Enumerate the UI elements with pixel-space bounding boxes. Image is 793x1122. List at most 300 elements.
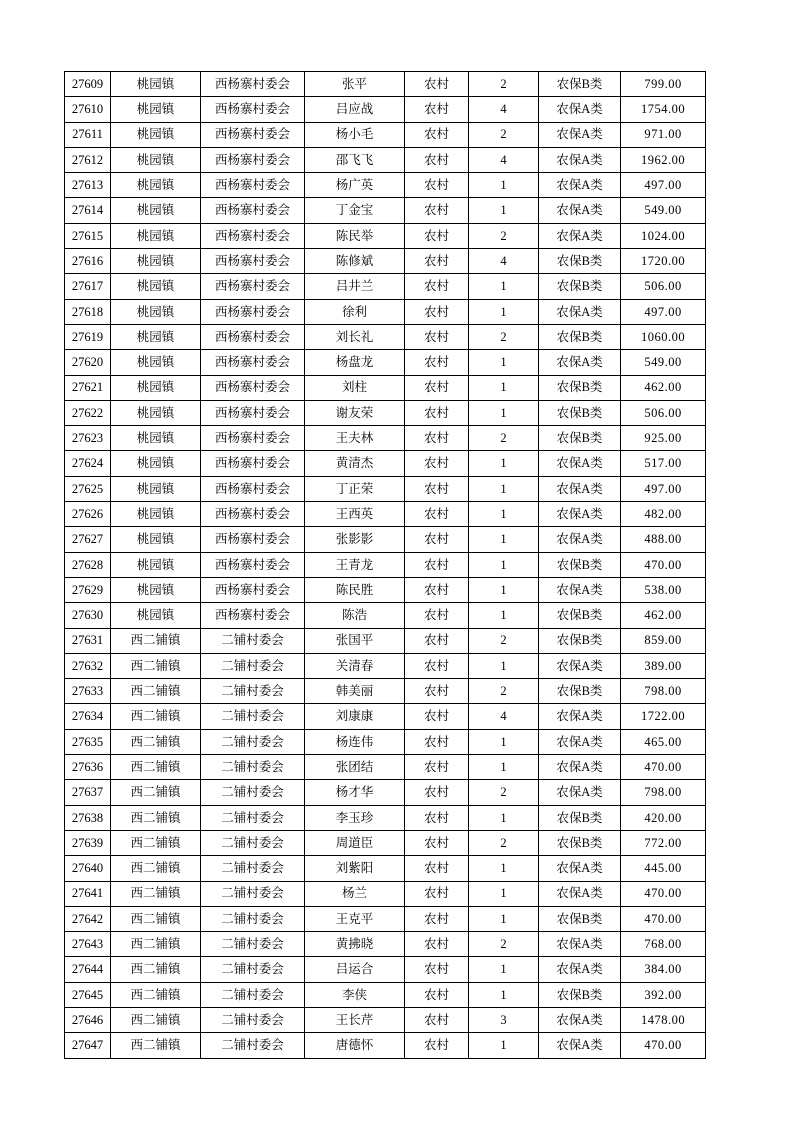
table-row <box>65 932 706 957</box>
cell-count: 1 <box>469 400 539 425</box>
cell-id: 27636 <box>65 755 111 780</box>
cell-amount: 470.00 <box>621 881 706 906</box>
table-row <box>65 704 706 729</box>
cell-id: 27634 <box>65 704 111 729</box>
cell-amount: 497.00 <box>621 299 706 324</box>
table-row <box>65 198 706 223</box>
cell-name: 吕应战 <box>305 97 405 122</box>
cell-count: 1 <box>469 729 539 754</box>
cell-name: 陈修斌 <box>305 249 405 274</box>
cell-village: 西杨寨村委会 <box>201 426 305 451</box>
cell-name: 王夫林 <box>305 426 405 451</box>
cell-name: 杨盘龙 <box>305 350 405 375</box>
cell-amount: 506.00 <box>621 400 706 425</box>
cell-village: 二铺村委会 <box>201 679 305 704</box>
cell-category: 农保A类 <box>539 1007 621 1032</box>
cell-id: 27638 <box>65 805 111 830</box>
cell-town: 桃园镇 <box>111 375 201 400</box>
cell-village: 西杨寨村委会 <box>201 527 305 552</box>
cell-category: 农保A类 <box>539 881 621 906</box>
cell-category: 农保A类 <box>539 198 621 223</box>
table-row <box>65 502 706 527</box>
cell-town: 桃园镇 <box>111 603 201 628</box>
cell-id: 27621 <box>65 375 111 400</box>
cell-id: 27631 <box>65 628 111 653</box>
table-row <box>65 653 706 678</box>
cell-name: 张影影 <box>305 527 405 552</box>
table-row <box>65 603 706 628</box>
cell-town: 桃园镇 <box>111 476 201 501</box>
cell-type: 农村 <box>405 932 469 957</box>
cell-name: 李玉珍 <box>305 805 405 830</box>
cell-name: 关清春 <box>305 653 405 678</box>
table-row <box>65 350 706 375</box>
cell-id: 27617 <box>65 274 111 299</box>
cell-name: 杨才华 <box>305 780 405 805</box>
cell-type: 农村 <box>405 274 469 299</box>
cell-category: 农保B类 <box>539 249 621 274</box>
cell-category: 农保B类 <box>539 324 621 349</box>
table-row <box>65 856 706 881</box>
cell-amount: 549.00 <box>621 350 706 375</box>
cell-count: 1 <box>469 577 539 602</box>
cell-category: 农保B类 <box>539 400 621 425</box>
cell-town: 桃园镇 <box>111 223 201 248</box>
cell-count: 2 <box>469 679 539 704</box>
cell-town: 桃园镇 <box>111 122 201 147</box>
cell-category: 农保A类 <box>539 122 621 147</box>
cell-type: 农村 <box>405 198 469 223</box>
cell-village: 西杨寨村委会 <box>201 375 305 400</box>
cell-name: 张平 <box>305 72 405 97</box>
cell-category: 农保B类 <box>539 830 621 855</box>
table-row <box>65 426 706 451</box>
cell-amount: 482.00 <box>621 502 706 527</box>
cell-amount: 1722.00 <box>621 704 706 729</box>
table-row <box>65 97 706 122</box>
cell-amount: 538.00 <box>621 577 706 602</box>
cell-name: 谢友荣 <box>305 400 405 425</box>
cell-amount: 445.00 <box>621 856 706 881</box>
cell-count: 1 <box>469 476 539 501</box>
cell-town: 西二铺镇 <box>111 805 201 830</box>
cell-category: 农保B类 <box>539 805 621 830</box>
cell-amount: 859.00 <box>621 628 706 653</box>
cell-name: 王长芹 <box>305 1007 405 1032</box>
cell-village: 二铺村委会 <box>201 805 305 830</box>
cell-amount: 462.00 <box>621 375 706 400</box>
cell-count: 4 <box>469 147 539 172</box>
cell-amount: 798.00 <box>621 679 706 704</box>
cell-category: 农保B类 <box>539 426 621 451</box>
cell-id: 27626 <box>65 502 111 527</box>
cell-type: 农村 <box>405 856 469 881</box>
cell-name: 王克平 <box>305 906 405 931</box>
cell-village: 西杨寨村委会 <box>201 147 305 172</box>
cell-id: 27629 <box>65 577 111 602</box>
cell-town: 西二铺镇 <box>111 982 201 1007</box>
cell-type: 农村 <box>405 72 469 97</box>
cell-id: 27611 <box>65 122 111 147</box>
cell-village: 西杨寨村委会 <box>201 324 305 349</box>
cell-town: 西二铺镇 <box>111 856 201 881</box>
cell-amount: 470.00 <box>621 755 706 780</box>
cell-category: 农保B类 <box>539 628 621 653</box>
cell-amount: 1720.00 <box>621 249 706 274</box>
cell-type: 农村 <box>405 223 469 248</box>
cell-town: 西二铺镇 <box>111 780 201 805</box>
cell-name: 徐利 <box>305 299 405 324</box>
cell-village: 二铺村委会 <box>201 932 305 957</box>
cell-type: 农村 <box>405 122 469 147</box>
cell-name: 杨小毛 <box>305 122 405 147</box>
cell-amount: 497.00 <box>621 173 706 198</box>
cell-village: 西杨寨村委会 <box>201 603 305 628</box>
cell-amount: 768.00 <box>621 932 706 957</box>
cell-type: 农村 <box>405 249 469 274</box>
cell-type: 农村 <box>405 603 469 628</box>
cell-category: 农保A类 <box>539 299 621 324</box>
cell-town: 桃园镇 <box>111 97 201 122</box>
cell-town: 西二铺镇 <box>111 830 201 855</box>
cell-village: 西杨寨村委会 <box>201 223 305 248</box>
cell-id: 27623 <box>65 426 111 451</box>
cell-town: 桃园镇 <box>111 527 201 552</box>
cell-amount: 1478.00 <box>621 1007 706 1032</box>
cell-type: 农村 <box>405 400 469 425</box>
cell-category: 农保B类 <box>539 679 621 704</box>
cell-village: 西杨寨村委会 <box>201 122 305 147</box>
cell-count: 1 <box>469 350 539 375</box>
cell-count: 1 <box>469 274 539 299</box>
cell-count: 4 <box>469 249 539 274</box>
cell-category: 农保B类 <box>539 906 621 931</box>
table-row <box>65 577 706 602</box>
cell-count: 1 <box>469 552 539 577</box>
table-row <box>65 755 706 780</box>
cell-count: 1 <box>469 755 539 780</box>
cell-category: 农保B类 <box>539 552 621 577</box>
cell-amount: 1060.00 <box>621 324 706 349</box>
table-row <box>65 881 706 906</box>
cell-id: 27641 <box>65 881 111 906</box>
cell-count: 1 <box>469 881 539 906</box>
cell-amount: 798.00 <box>621 780 706 805</box>
cell-category: 农保A类 <box>539 502 621 527</box>
cell-id: 27644 <box>65 957 111 982</box>
cell-count: 1 <box>469 527 539 552</box>
cell-amount: 465.00 <box>621 729 706 754</box>
cell-name: 刘长礼 <box>305 324 405 349</box>
cell-village: 西杨寨村委会 <box>201 400 305 425</box>
table-row <box>65 324 706 349</box>
cell-town: 桃园镇 <box>111 72 201 97</box>
cell-town: 桃园镇 <box>111 147 201 172</box>
cell-town: 桃园镇 <box>111 400 201 425</box>
cell-name: 刘柱 <box>305 375 405 400</box>
table-row <box>65 147 706 172</box>
cell-type: 农村 <box>405 299 469 324</box>
table-row <box>65 830 706 855</box>
cell-type: 农村 <box>405 982 469 1007</box>
cell-village: 二铺村委会 <box>201 957 305 982</box>
cell-id: 27643 <box>65 932 111 957</box>
cell-id: 27622 <box>65 400 111 425</box>
cell-category: 农保A类 <box>539 932 621 957</box>
cell-id: 27627 <box>65 527 111 552</box>
cell-count: 1 <box>469 982 539 1007</box>
cell-id: 27619 <box>65 324 111 349</box>
cell-id: 27628 <box>65 552 111 577</box>
table-row <box>65 780 706 805</box>
cell-category: 农保B类 <box>539 603 621 628</box>
cell-category: 农保A类 <box>539 856 621 881</box>
cell-amount: 506.00 <box>621 274 706 299</box>
cell-town: 桃园镇 <box>111 299 201 324</box>
table-row <box>65 957 706 982</box>
cell-count: 1 <box>469 299 539 324</box>
cell-town: 西二铺镇 <box>111 653 201 678</box>
table-row <box>65 400 706 425</box>
cell-category: 农保A类 <box>539 527 621 552</box>
cell-count: 1 <box>469 502 539 527</box>
cell-town: 西二铺镇 <box>111 729 201 754</box>
cell-type: 农村 <box>405 830 469 855</box>
cell-category: 农保B类 <box>539 72 621 97</box>
cell-amount: 772.00 <box>621 830 706 855</box>
cell-count: 1 <box>469 603 539 628</box>
cell-type: 农村 <box>405 957 469 982</box>
cell-village: 二铺村委会 <box>201 1033 305 1058</box>
cell-type: 农村 <box>405 97 469 122</box>
cell-type: 农村 <box>405 679 469 704</box>
table-row <box>65 628 706 653</box>
cell-category: 农保A类 <box>539 451 621 476</box>
cell-name: 杨兰 <box>305 881 405 906</box>
cell-count: 2 <box>469 72 539 97</box>
cell-id: 27615 <box>65 223 111 248</box>
cell-name: 刘紫阳 <box>305 856 405 881</box>
cell-name: 杨连伟 <box>305 729 405 754</box>
cell-name: 陈浩 <box>305 603 405 628</box>
cell-village: 西杨寨村委会 <box>201 577 305 602</box>
cell-count: 2 <box>469 628 539 653</box>
cell-type: 农村 <box>405 502 469 527</box>
cell-count: 1 <box>469 957 539 982</box>
cell-town: 桃园镇 <box>111 451 201 476</box>
cell-category: 农保A类 <box>539 755 621 780</box>
cell-category: 农保A类 <box>539 704 621 729</box>
cell-town: 桃园镇 <box>111 350 201 375</box>
cell-count: 2 <box>469 830 539 855</box>
cell-amount: 497.00 <box>621 476 706 501</box>
cell-amount: 799.00 <box>621 72 706 97</box>
cell-id: 27637 <box>65 780 111 805</box>
cell-amount: 1962.00 <box>621 147 706 172</box>
cell-type: 农村 <box>405 805 469 830</box>
table-row <box>65 451 706 476</box>
table-row <box>65 274 706 299</box>
cell-category: 农保A类 <box>539 780 621 805</box>
cell-category: 农保A类 <box>539 97 621 122</box>
cell-type: 农村 <box>405 1033 469 1058</box>
cell-town: 桃园镇 <box>111 426 201 451</box>
cell-type: 农村 <box>405 704 469 729</box>
cell-town: 桃园镇 <box>111 577 201 602</box>
cell-id: 27642 <box>65 906 111 931</box>
cell-amount: 384.00 <box>621 957 706 982</box>
cell-amount: 420.00 <box>621 805 706 830</box>
cell-village: 西杨寨村委会 <box>201 198 305 223</box>
table-row <box>65 679 706 704</box>
cell-count: 2 <box>469 324 539 349</box>
cell-village: 二铺村委会 <box>201 628 305 653</box>
cell-category: 农保A类 <box>539 147 621 172</box>
cell-village: 西杨寨村委会 <box>201 552 305 577</box>
cell-amount: 925.00 <box>621 426 706 451</box>
data-table <box>64 71 706 1059</box>
cell-id: 27609 <box>65 72 111 97</box>
cell-name: 周道臣 <box>305 830 405 855</box>
cell-count: 1 <box>469 1033 539 1058</box>
cell-amount: 470.00 <box>621 1033 706 1058</box>
cell-name: 丁正荣 <box>305 476 405 501</box>
cell-count: 4 <box>469 704 539 729</box>
cell-type: 农村 <box>405 527 469 552</box>
cell-town: 西二铺镇 <box>111 1033 201 1058</box>
cell-name: 王青龙 <box>305 552 405 577</box>
cell-name: 韩美丽 <box>305 679 405 704</box>
cell-count: 2 <box>469 932 539 957</box>
cell-type: 农村 <box>405 1007 469 1032</box>
table-row <box>65 805 706 830</box>
cell-type: 农村 <box>405 451 469 476</box>
table-row <box>65 982 706 1007</box>
cell-town: 西二铺镇 <box>111 957 201 982</box>
cell-village: 二铺村委会 <box>201 982 305 1007</box>
cell-village: 西杨寨村委会 <box>201 249 305 274</box>
cell-count: 1 <box>469 906 539 931</box>
cell-type: 农村 <box>405 653 469 678</box>
cell-town: 西二铺镇 <box>111 628 201 653</box>
cell-town: 桃园镇 <box>111 502 201 527</box>
cell-type: 农村 <box>405 881 469 906</box>
cell-category: 农保A类 <box>539 173 621 198</box>
cell-id: 27645 <box>65 982 111 1007</box>
cell-village: 二铺村委会 <box>201 856 305 881</box>
cell-count: 2 <box>469 426 539 451</box>
cell-village: 西杨寨村委会 <box>201 97 305 122</box>
cell-name: 张团结 <box>305 755 405 780</box>
cell-name: 王西英 <box>305 502 405 527</box>
cell-count: 2 <box>469 223 539 248</box>
cell-id: 27610 <box>65 97 111 122</box>
cell-type: 农村 <box>405 426 469 451</box>
table-body <box>65 72 706 1059</box>
cell-village: 二铺村委会 <box>201 755 305 780</box>
cell-id: 27612 <box>65 147 111 172</box>
cell-type: 农村 <box>405 755 469 780</box>
cell-count: 1 <box>469 451 539 476</box>
cell-amount: 1754.00 <box>621 97 706 122</box>
cell-type: 农村 <box>405 906 469 931</box>
cell-amount: 470.00 <box>621 552 706 577</box>
cell-id: 27616 <box>65 249 111 274</box>
cell-name: 李侠 <box>305 982 405 1007</box>
cell-village: 二铺村委会 <box>201 881 305 906</box>
cell-type: 农村 <box>405 552 469 577</box>
cell-village: 二铺村委会 <box>201 729 305 754</box>
cell-amount: 389.00 <box>621 653 706 678</box>
table-row <box>65 72 706 97</box>
cell-id: 27632 <box>65 653 111 678</box>
cell-id: 27639 <box>65 830 111 855</box>
cell-town: 西二铺镇 <box>111 881 201 906</box>
cell-type: 农村 <box>405 350 469 375</box>
cell-town: 西二铺镇 <box>111 1007 201 1032</box>
cell-village: 西杨寨村委会 <box>201 476 305 501</box>
cell-town: 桃园镇 <box>111 324 201 349</box>
cell-id: 27640 <box>65 856 111 881</box>
cell-category: 农保A类 <box>539 729 621 754</box>
cell-town: 西二铺镇 <box>111 704 201 729</box>
cell-amount: 549.00 <box>621 198 706 223</box>
cell-amount: 1024.00 <box>621 223 706 248</box>
table-row <box>65 552 706 577</box>
cell-town: 桃园镇 <box>111 552 201 577</box>
cell-amount: 488.00 <box>621 527 706 552</box>
table-row <box>65 375 706 400</box>
cell-name: 吕运合 <box>305 957 405 982</box>
cell-village: 西杨寨村委会 <box>201 451 305 476</box>
cell-town: 桃园镇 <box>111 173 201 198</box>
cell-count: 1 <box>469 805 539 830</box>
cell-type: 农村 <box>405 324 469 349</box>
cell-type: 农村 <box>405 577 469 602</box>
cell-amount: 971.00 <box>621 122 706 147</box>
cell-town: 西二铺镇 <box>111 906 201 931</box>
cell-category: 农保A类 <box>539 476 621 501</box>
cell-type: 农村 <box>405 476 469 501</box>
table-row <box>65 299 706 324</box>
cell-category: 农保A类 <box>539 957 621 982</box>
cell-id: 27613 <box>65 173 111 198</box>
cell-village: 西杨寨村委会 <box>201 502 305 527</box>
table-row <box>65 527 706 552</box>
cell-village: 西杨寨村委会 <box>201 299 305 324</box>
cell-id: 27624 <box>65 451 111 476</box>
cell-name: 丁金宝 <box>305 198 405 223</box>
cell-name: 吕井兰 <box>305 274 405 299</box>
cell-count: 2 <box>469 122 539 147</box>
cell-village: 二铺村委会 <box>201 780 305 805</box>
table-row <box>65 223 706 248</box>
table-row <box>65 173 706 198</box>
cell-name: 刘康康 <box>305 704 405 729</box>
cell-category: 农保A类 <box>539 653 621 678</box>
cell-town: 桃园镇 <box>111 249 201 274</box>
cell-amount: 392.00 <box>621 982 706 1007</box>
table-row <box>65 476 706 501</box>
cell-type: 农村 <box>405 780 469 805</box>
cell-count: 1 <box>469 856 539 881</box>
cell-name: 陈民胜 <box>305 577 405 602</box>
cell-count: 2 <box>469 780 539 805</box>
cell-id: 27633 <box>65 679 111 704</box>
cell-category: 农保A类 <box>539 1033 621 1058</box>
cell-name: 黄拂晓 <box>305 932 405 957</box>
table-row <box>65 906 706 931</box>
